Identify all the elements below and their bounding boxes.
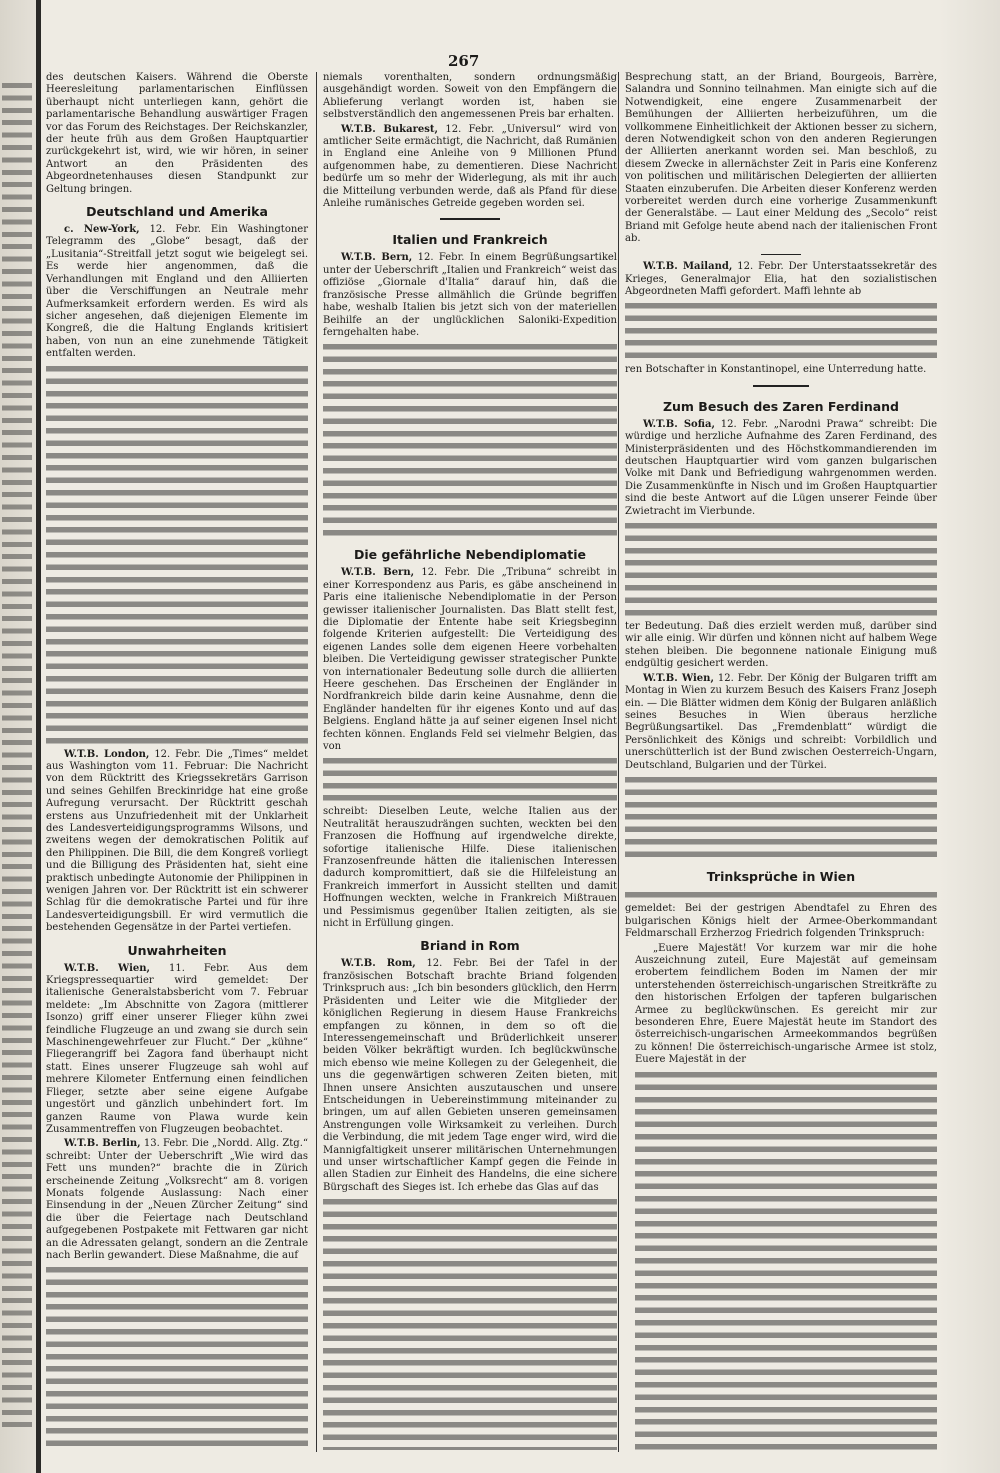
article-london [46, 749, 308, 935]
article-body: 13. Febr. Die „Nordd. Allg. Ztg.“ schreibt: Unter der Ueberschrift „Wie wird das Fett uns munden?“ brachte die in Zürich erscheinende Zeitung „Volksrecht“ am 8. vorigen Monats folgende Auslassung: Nach einer Einsendung in der „Neuen Zürcher Zeitung“ sind die über die Feiertage nach Deutschland aufgegebenen Postpakete mit Fettwaren gar nicht an die Adressaten gelangt, sondern an die Zentrale nach Berlin gewandert. Diese Maßnahme, die auf [46, 1138, 308, 1261]
article-wien-trinkspruch-dateline-line [625, 889, 937, 901]
article-rom-text-continued [323, 1196, 617, 1450]
dateline: W.T.B. Rom, [341, 958, 416, 970]
article-tribuna-text-continued [323, 755, 617, 804]
section-divider [323, 212, 617, 226]
article-body: 12. Febr. In einem Begrüßungsartikel unter der Ueberschrift „Italien und Frankreich“ weist das offiziöse „Giornale d'Italia“ darauf hin, daß die französische Presse allmählich die Gründe begriffen habe, weshalb Italien bis jetzt sich von der materiellen Beihilfe an der unglücklichen Saloniki-Expedition ferngehalten habe. [323, 252, 618, 338]
headline-nebendiplomatie: Die gefährliche Nebendiplomatie [353, 547, 587, 563]
article-mailand-text-continued [625, 300, 937, 362]
article-wien-trinkspruch: gemeldet: Bei der gestrigen Abendtafel zu Ehren des bulgarischen Königs hielt der Armee-Oberkommandant Feldmarschall Erzherzog Friedrich folgenden Trinkspruch: [625, 903, 937, 940]
article-body: 12. Febr. Die „Tribuna“ schreibt in einer Korrespondenz aus Paris, es gäbe anscheinend in Paris eine italienische Nebendiplomatie in der Person gewisser italienischer Journalisten. Das Blatt stellt fest, die Diplomatie der Entente habe seit Kriegsbeginn folgende Kriterien aufgestellt: Die Verteidigung des eigenen Landes solle dem eigenen Heere vorbehalten bleiben. Die Verteidigung gewisser strategischer Punkte von internationaler Bedeutung solle durch die alliierten Heere geschehen. Das Erscheinen der Engländer in Nordfrankreich bilde darin keine Ausnahme, denn die Engländer handelten für ihr eigenes Konto und auf das Belgiens. England hätte ja auf seiner eigenen Insel nicht fechten können. Englands Feld sei vielmehr Belgien, das von [323, 567, 617, 752]
article-bern [323, 252, 617, 339]
article-besprechung: Besprechung statt, an der Briand, Bourgeois, Barrère, Salandra und Sonnino teilnahmen. Man einigte sich auf die Notwendigkeit, eine engere Zusammenarbeit der Bemühungen der Alliierten herbeizuführen, um die vollkommene Einheitlichkeit der Aktionen besser zu sichern, deren Notwendigkeit schon von den anderen Regierungen der Alliierten anerkannt worden sei. Man beschloß, zu diesem Zwecke in allernächster Zeit in Paris eine Konferenz von politischen und militärischen Delegierten der alliierten Staaten einzuberufen. Die Arbeiten dieser Konferenz werden vorbereitet werden durch eine vorherige Zusammenkunft der Generalstäbe. — Laut einer Meldung des „Secolo“ reist Briand mit Gefolge heute abend nach der italienischen Front ab. [625, 72, 937, 245]
column-2 [316, 72, 617, 1452]
article-newyork [46, 224, 308, 360]
dateline: W.T.B. Bern, [341, 252, 413, 264]
headline-briand-rom: Briand in Rom [420, 938, 520, 954]
article-kaiser-cont: des deutschen Kaisers. Während die Oberste Heeresleitung parlamentarischen Einflüssen überhaupt nicht unterliegen kann, gehört die parlamentarische Behandlung auswärtiger Fragen vor das Forum des Reichstages. Der Reichskanzler, der heute früh aus dem Großen Hauptquartier zurückgekehrt ist, wird, wie wir hören, in seiner Antwort an den Präsidenten des Abgeordnetenhauses diesen Standpunkt zur Geltung bringen. [46, 72, 308, 195]
dateline: W.T.B. Sofia, [643, 418, 715, 430]
article-wien-bulgaren [625, 673, 937, 772]
column-1 [46, 72, 308, 1452]
gutter-line [36, 0, 41, 1473]
article-bern-text-continued [323, 341, 617, 539]
dateline: c. New-York, [64, 224, 140, 236]
article-sofia-text-continued [625, 520, 937, 619]
headline-italien-frankreich: Italien und Frankreich [392, 232, 548, 248]
article-body: 12. Febr. Ein Washingtoner Telegramm des „Globe“ besagt, daß der „Lusitania“-Streitfall jetzt sogut wie beigelegt sei. Es werde hier angenommen, daß die Verhandlungen mit England und den Alliierten über die Verschiffungen an Neutrale mehr Aufmerksamkeit erfordern werden. Es wird als sicher angesehen, daß diejenigen Elemente im Kongreß, die die Haltung Englands kritisiert haben, von nun an eine zunehmende Tätigkeit entfalten werden. [46, 224, 308, 360]
headline-deutschland-amerika: Deutschland und Amerika [86, 204, 268, 220]
adjacent-page-text-edge [2, 80, 32, 1430]
article-wien-kriegspresse [46, 963, 308, 1137]
article-cont: niemals vorenthalten, sondern ordnungsmäßig ausgehändigt worden. Soweit von den Empfängern die Ablieferung verlangt worden ist, haben sie selbstverständlich den angemessenen Preis bar erhalten. [323, 72, 617, 121]
article-body: 12. Febr. Die „Times“ meldet aus Washington vom 11. Februar: Die Nachricht von dem Rücktritt des Kriegssekretärs Garrison und seines Gehilfen Breckinridge hat eine große Aufregung verursacht. Der Rücktritt geschah erstens aus Unzufriedenheit mit der Unklarheit des Landesverteidigungsprogramms Wilsons, und zweitens wegen der demokratischen Politik auf den Philippinen. Die Bill, die dem Kongreß vorliegt und die Billigung des Präsidenten hat, sieht eine praktisch unbedingte Autonomie der Philippinen in wenigen Jahren vor. Der Rücktritt ist ein schwerer Schlag für die demokratische Partei und für ihre Landesverteidigungsbill. Er wird vermutlich die bestehenden Gegensätze in der Partei vertiefen. [46, 748, 308, 934]
article-berlin [46, 1138, 308, 1262]
headline-trinksprueche: Trinksprüche in Wien [706, 868, 856, 884]
section-divider [625, 248, 937, 262]
dateline: W.T.B. Bukarest, [341, 123, 438, 135]
article-body: 12. Febr. „Narodni Prawa“ schreibt: Die würdige und herzliche Aufnahme des Zaren Ferdinand, des Ministerpräsidenten und des Höchstkommandierenden im deutschen Hauptquartier wird vom ganzen bulgarischen Volke mit Dank und Befriedigung wahrgenommen werden. Die Zusammenkünfte in Nisch und im Großen Hauptquartier sind die beste Antwort auf die Lügen unserer Feinde über Zwietracht im Vierbunde. [625, 418, 938, 517]
article-body: 12. Febr. „Universul“ wird von amtlicher Seite ermächtigt, die Nachricht, daß Rumänien in England eine Anleihe von 9 Millionen Pfund aufgenommen habe, zu dementieren. Diese Nachricht bedürfe um so mehr der Widerlegung, als mit ihr auch die Mitteilung verbunden werde, daß als Pfand für diese Anleihe rumänisches Getreide gegeben worden sei. [323, 123, 618, 210]
article-newyork-text-continued [46, 363, 308, 747]
article-bukarest [323, 124, 617, 211]
article-sofia-end: ter Bedeutung. Daß dies erzielt werden muß, darüber sind wir alle einig. Wir dürfen und können nicht auf halbem Wege stehen bleiben. Die begonnene nationale Einigung muß endgültig gesichert werden. [625, 621, 937, 670]
toast-quote-text-continued [635, 1069, 937, 1450]
article-body: 11. Febr. Aus dem Kriegspressequartier wird gemeldet: Der italienische Generalstabsbericht vom 7. Februar meldete: „Im Abschnitte von Zagora (mittlerer Isonzo) griff einer unserer Flieger kühn zwei feindliche Flugzeuge an und zwang sie durch sein Maschinengewehrfeuer zur Flucht.“ Der „kühne“ Fliegerangriff bei Zagora fand überhaupt nicht statt. Eines unserer Flugzeuge sah wohl auf mehrere Kilometer Entfernung einen feindlichen Flieger, setzte aber seine eigene Aufgabe ungestört und gänzlich unbehindert fort. Im ganzen Raume von Plawa wurde kein Zusammentreffen von Flugzeugen beobachtet. [46, 962, 309, 1135]
headline-zar-ferdinand: Zum Besuch des Zaren Ferdinand [662, 398, 900, 414]
article-body: 12. Febr. Der Unterstaatssekretär des Krieges, Generalmajor Elia, hat den sozialistischen Abgeordneten Maffi gefordert. Maffi lehnte ab [625, 261, 937, 297]
article-wien-text-continued [625, 774, 937, 861]
article-body: 12. Febr. Der König der Bulgaren trifft am Montag in Wien zu kurzem Besuch des Kaisers Franz Joseph ein. — Die Blätter widmen dem König der Bulgaren anläßlich seines Besuches in Wien überaus herzliche Begrüßungsartikel. Das „Fremdenblatt“ würdigt die Persönlichkeit des Königs und schreibt: Vorbildlich und unerschütterlich ist der Bund zwischen Oesterreich-Ungarn, Deutschland, Bulgarien und der Türkei. [625, 672, 938, 771]
dateline: W.T.B. Berlin, [64, 1138, 141, 1150]
column-3 [618, 72, 937, 1452]
article-sofia [625, 419, 937, 518]
dateline: W.T.B. Mailand, [643, 261, 733, 273]
article-berlin-text-continued [46, 1264, 308, 1450]
headline-unwahrheiten: Unwahrheiten [127, 942, 227, 958]
dateline: W.T.B. Bern, [341, 567, 415, 579]
article-tribuna-end: schreibt: Dieselben Leute, welche Italien aus der Neutralität herauszudrängen suchten, weckten bei den Franzosen die Hoffnung auf irgendwelche direkte, sofortige italienische Hilfe. Diese italienischen Franzosenfreunde hätten die italienischen Interessen dadurch kompromittiert, daß sie die Hilfeleistung an Frankreich immerfort in Aussicht stellten und damit Hoffnungen weckten, welche in Frankreich Mißtrauen und Pessimismus gegenüber Italien zeitigten, als sie nicht in Erfüllung gingen. [323, 806, 617, 930]
dateline: W.T.B. Wien, [64, 962, 150, 974]
article-bern-tribuna [323, 567, 617, 753]
article-mailand-end: ren Botschafter in Konstantinopel, eine Unterredung hatte. [625, 364, 927, 376]
article-rom [323, 958, 617, 1194]
article-mailand [625, 261, 937, 298]
dateline: W.T.B. London, [64, 748, 150, 760]
article-body: 12. Febr. Bei der Tafel in der französischen Botschaft brachte Briand folgenden Trinkspruch aus: „Ich bin besonders glücklich, den Herrn Präsidenten und Leiter wie die Mitglieder der königlichen Regierung in diesem Hause Frankreichs empfangen zu können, in dem so oft die Interessengemeinschaft und Brüderlichkeit unserer beiden Völker bekräftigt wurden. Ich beglückwünsche mich ebenso wie meine Kollegen zu der Gelegenheit, die uns die gegenwärtigen schweren Zeiten bieten, mit Ihnen unsere Ansichten auszutauschen und unsere Entscheidungen in Uebereinstimmung miteinander zu bringen, um auf allen Gebieten unseren gemeinsamen Anstrengungen volle Wirksamkeit zu verleihen. Durch die Verbindung, die mit jedem Tage enger wird, wird die Mannigfaltigkeit unserer militärischen Unternehmungen und unser wirtschaftlicher Kampf gegen die Feinde in allen Stadien zur Einheit des Handelns, die eine sichere Bürgschaft des Sieges ist. Ich erhebe das Glas auf das [323, 958, 617, 1193]
page-margin [940, 0, 1000, 1473]
section-divider [625, 379, 937, 393]
dateline: W.T.B. Wien, [643, 672, 714, 684]
toast-quote: „Euere Majestät! Vor kurzem war mir die hohe Auszeichnung zuteil, Eure Majestät auf gemeinsam erobertem feindlichem Boden im Namen der mir unterstehenden österreichisch-ungarischen Streitkräfte zu den historischen Erfolgen der tapferen bulgarischen Armee zu beglückwünschen. Es gereicht mir zur besonderen Ehre, Euere Majestät heute im Standort des österreichisch-ungarischen Armeekommandos begrüßen zu können! Die österreichisch-ungarische Armee ist stolz, Euere Majestät in der [635, 942, 937, 1066]
page-number: 267 [448, 52, 480, 70]
